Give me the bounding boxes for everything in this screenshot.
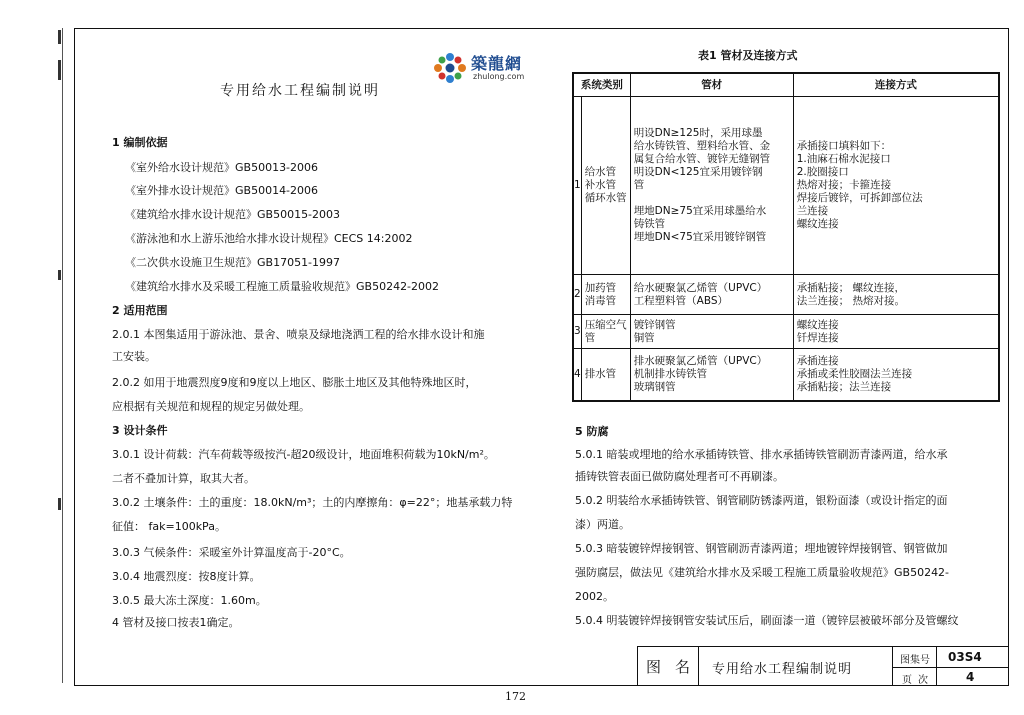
atlas-label: 图集号 xyxy=(900,655,930,666)
cell-line: 循环水管 xyxy=(584,192,627,204)
row-index: 4 xyxy=(573,349,581,401)
connection-cell xyxy=(793,315,999,349)
cell-line: 2.胶圈接口 xyxy=(796,166,849,178)
page-number: 172 xyxy=(505,690,526,703)
table-header-row xyxy=(573,73,999,97)
title-block-label: 图名 xyxy=(646,658,705,676)
material-cell xyxy=(630,275,793,315)
connection-cell xyxy=(793,349,999,401)
logo-icon xyxy=(433,52,467,84)
cell-line: 螺纹连接 xyxy=(796,218,839,230)
connection-cell xyxy=(793,97,999,275)
cell-line: 机制排水铸铁管 xyxy=(633,367,708,380)
connection-cell xyxy=(793,275,999,315)
cell-line: 铜管 xyxy=(633,331,655,344)
document-title: 专用给水工程编制说明 xyxy=(220,83,380,99)
section-heading: 2 适用范围 xyxy=(112,304,168,317)
cell-line: 玻璃钢管 xyxy=(633,380,676,393)
text-line: 4 管材及接口按表1确定。 xyxy=(112,616,240,629)
material-cell xyxy=(630,349,793,401)
cell-line: 螺纹连接 xyxy=(796,318,839,331)
table-row xyxy=(573,275,999,315)
table-caption: 表1 管材及连接方式 xyxy=(698,49,798,62)
header-connection: 连接方式 xyxy=(793,73,999,97)
table-row xyxy=(573,97,999,275)
cell-line xyxy=(634,192,790,205)
text-line: 3.0.3 气候条件：采暖室外计算温度高于-20°C。 xyxy=(112,546,351,559)
text-line: 二者不叠加计算，取其大者。 xyxy=(112,472,255,485)
cell-line: 钎焊连接 xyxy=(796,331,839,344)
text-line: 2002。 xyxy=(575,590,614,603)
text-line: 工安装。 xyxy=(112,350,156,363)
edge-mark xyxy=(58,270,61,280)
cell-line: 焊接后镀锌，可拆卸部位法 xyxy=(796,192,923,204)
logo-site: zhulong.com xyxy=(473,72,525,81)
cell-line: 给水铸铁管、塑料给水管、金 xyxy=(633,140,771,152)
cell-line: 补水管 xyxy=(584,179,617,191)
system-cell xyxy=(581,275,630,315)
section-heading: 1 编制依据 xyxy=(112,136,168,149)
text-line: 5.0.1 暗装或埋地的给水承插铸铁管、排水承插铸铁管刷沥青漆两道，给水承 xyxy=(575,448,948,461)
edge-mark xyxy=(58,30,61,44)
text-line: 征值： fak=100kPa。 xyxy=(112,520,226,533)
material-cell xyxy=(630,97,793,275)
cell-line: 管 xyxy=(584,331,596,344)
system-cell xyxy=(581,315,630,349)
cell-line: 承插接口填料如下： xyxy=(796,140,892,152)
cell-line: 给水硬聚氯乙烯管（UPVC） xyxy=(633,281,768,294)
title-block xyxy=(637,646,1009,686)
cell-line: 加药管 xyxy=(584,281,617,294)
edge-mark xyxy=(58,498,61,510)
cell-line: 管 xyxy=(633,179,645,191)
text-line: 3.0.5 最大冻土深度：1.60m。 xyxy=(112,594,267,607)
text-line: 5.0.3 暗装镀锌焊接钢管、钢管刷沥青漆两道；埋地镀锌焊接钢管、钢管做加 xyxy=(575,542,948,555)
text-line: 3.0.1 设计荷载：汽车荷载等级按汽-超20级设计，地面堆积荷载为10kN/m²。 xyxy=(112,448,495,461)
page-label: 页次 xyxy=(902,675,934,686)
cell-line: 1.油麻石棉水泥接口 xyxy=(796,153,891,165)
system-cell xyxy=(581,349,630,401)
cell-line: 排水硬聚氯乙烯管（UPVC） xyxy=(633,354,768,367)
cell-line: 埋地DN<75宜采用镀锌钢管 xyxy=(633,231,767,243)
cell-line: 埋地DN≥75宜采用球墨给水 xyxy=(633,205,767,217)
cell-line: 明设DN<125宜采用镀锌钢 xyxy=(633,166,763,178)
edge-mark xyxy=(58,60,61,80)
table-row xyxy=(573,315,999,349)
cell-line: 属复合给水管、镀锌无缝钢管 xyxy=(633,153,771,165)
cell-line: 给水管 xyxy=(584,166,617,178)
header-system: 系统类别 xyxy=(573,73,630,97)
sheet-number: 4 xyxy=(966,670,975,684)
header-material: 管材 xyxy=(630,73,793,97)
text-line: 2.0.2 如用于地震烈度9度和9度以上地区、膨胀土地区及其他特殊地区时， xyxy=(112,376,477,389)
cell-line: 工程塑料管（ABS） xyxy=(633,294,729,307)
text-line: 《游泳池和水上游乐池给水排水设计规程》CECS 14:2002 xyxy=(125,232,413,245)
material-cell xyxy=(630,315,793,349)
text-line: 5.0.2 明装给水承插铸铁管、钢管刷防锈漆两道，银粉面漆（或设计指定的面 xyxy=(575,494,948,507)
logo-name: 築龍網 xyxy=(471,54,523,73)
text-line: 《室外排水设计规范》GB50014-2006 xyxy=(125,184,319,197)
cell-line: 法兰连接； 热熔对接。 xyxy=(796,294,906,307)
cell-line: 消毒管 xyxy=(584,294,617,307)
text-line: 插铸铁管表面已做防腐处理者可不再刷漆。 xyxy=(575,470,784,483)
cell-line: 排水管 xyxy=(584,367,617,380)
text-line: 漆）两道。 xyxy=(575,518,630,531)
cell-line: 承插连接 xyxy=(796,354,839,367)
atlas-number: 03S4 xyxy=(948,650,982,664)
pipe-material-table xyxy=(572,72,1000,402)
system-cell xyxy=(581,97,630,275)
binding-line xyxy=(62,28,63,683)
text-line: 应根据有关规范和规程的规定另做处理。 xyxy=(112,400,310,413)
text-line: 2.0.1 本图集适用于游泳池、景舍、喷泉及绿地浇洒工程的给水排水设计和施 xyxy=(112,328,485,341)
cell-line: 兰连接 xyxy=(796,205,829,217)
text-line: 《建筑给水排水及采暖工程施工质量验收规范》GB50242-2002 xyxy=(125,280,440,293)
cell-line: 热熔对接；卡箍连接 xyxy=(796,179,892,191)
cell-line: 铸铁管 xyxy=(633,218,666,230)
section-heading: 5 防腐 xyxy=(575,425,609,438)
cell-line: 承插粘接；法兰连接 xyxy=(796,380,892,393)
text-line: 《二次供水设施卫生规范》GB17051-1997 xyxy=(125,256,341,269)
row-index: 3 xyxy=(573,315,581,349)
cell-line: 镀锌钢管 xyxy=(633,318,676,331)
section-heading: 3 设计条件 xyxy=(112,424,168,437)
cell-line: 压缩空气 xyxy=(584,318,627,331)
text-line: 强防腐层，做法见《建筑给水排水及采暖工程施工质量验收规范》GB50242- xyxy=(575,566,950,579)
table-row xyxy=(573,349,999,401)
cell-line: 明设DN≥125时，采用球墨 xyxy=(633,127,763,139)
row-index: 2 xyxy=(573,275,581,315)
text-line: 《室外给水设计规范》GB50013-2006 xyxy=(125,161,319,174)
cell-line: 承插或柔性胶圈法兰连接 xyxy=(796,367,913,380)
text-line: 《建筑给水排水设计规范》GB50015-2003 xyxy=(125,208,341,221)
text-line: 5.0.4 明装镀锌焊接钢管安装试压后，刷面漆一道（镀锌层被破坏部分及管螺纹 xyxy=(575,614,959,627)
row-index: 1 xyxy=(573,97,581,275)
title-block-divider xyxy=(892,667,1009,668)
text-line: 3.0.2 土壤条件：土的重度：18.0kN/m³；土的内摩擦角：φ=22°；地基承载力特 xyxy=(112,496,513,509)
drawing-name: 专用给水工程编制说明 xyxy=(712,662,853,677)
text-line: 3.0.4 地震烈度：按8度计算。 xyxy=(112,570,261,583)
cell-line: 承插粘接； 螺纹连接， xyxy=(796,281,906,294)
